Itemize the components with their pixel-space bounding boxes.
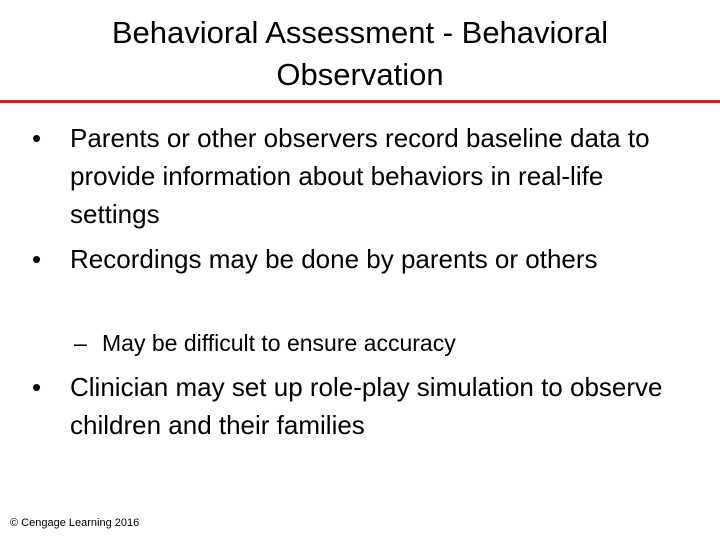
bullet-item [32,368,692,444]
sub-bullet-marker: – [74,330,87,356]
bullet-item [32,240,692,278]
sub-bullet-item [74,327,694,359]
bullet-marker: • [32,123,42,153]
bullet-marker: • [32,372,42,402]
copyright-footer: © Cengage Learning 2016 [10,517,140,529]
bullet-text: Recordings may be done by parents or others [70,244,598,274]
sub-bullet-text: May be difficult to ensure accuracy [102,330,456,356]
bullet-marker: • [32,244,42,274]
slide-title: Behavioral Assessment - Behavioral Observation [111,15,609,92]
bullet-text: Clinician may set up role-play simulation to observe children and their families [70,372,663,440]
bullet-text: Parents or other observers record baseline data to provide information about behaviors in real-life settings [70,123,650,229]
bullet-item [32,119,692,233]
